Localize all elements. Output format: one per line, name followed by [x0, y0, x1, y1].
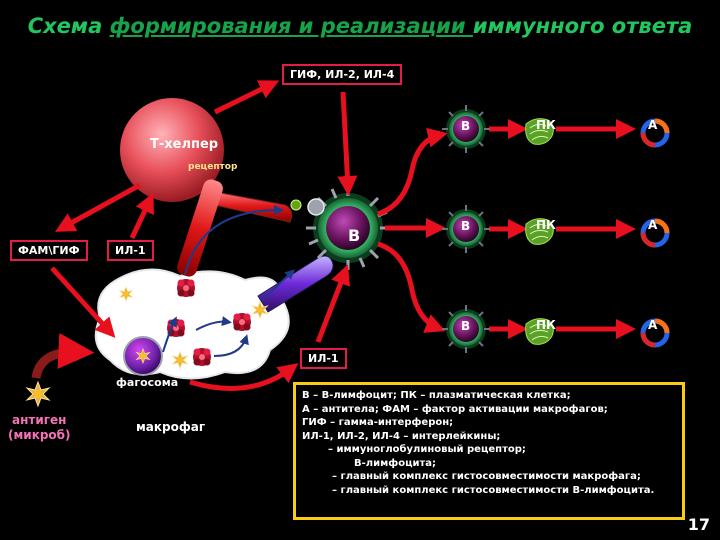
antigen-entry-arrow [36, 352, 80, 378]
arrow-b-to-b3 [378, 244, 438, 328]
pk-1-label: ПК [536, 118, 556, 132]
fam-gif-box: ФАМ\ГИФ [10, 240, 88, 261]
b-cell-3-label: В [461, 319, 471, 333]
cytokines-box: ГИФ, ИЛ-2, ИЛ-4 [282, 64, 402, 85]
arrow-cytokines-to-b [343, 92, 348, 188]
arrow-il1-to-th [132, 200, 150, 238]
b-cell-2-label: В [461, 219, 471, 233]
receptor-antigen-tip [291, 200, 301, 210]
legend-line-4: ИЛ-1, ИЛ-2, ИЛ-4 – интерлейкины; [302, 430, 501, 442]
antigen-label-2: (микроб) [8, 428, 71, 442]
legend-line-6: В-лимфоцита; [354, 457, 437, 469]
arrow-il1-to-b [318, 272, 345, 342]
pk-3-label: ПК [536, 318, 556, 332]
legend-line-1: В – В-лимфоцит; ПК – плазматическая клетка; [302, 390, 571, 401]
antibody-1-label: А [648, 118, 658, 132]
b-cell-main-label: В [348, 226, 361, 245]
page-title [0, 14, 720, 38]
il1-left-box: ИЛ-1 [107, 240, 154, 261]
legend-line-7: – главный комплекс гистосовместимости макрофага; [332, 471, 641, 482]
macrophage-label: макрофаг [136, 420, 206, 434]
b-cell-mhc-marker [308, 199, 324, 215]
antibody-2-label: А [648, 218, 658, 232]
arrow-th-to-cytokines [215, 84, 272, 112]
mhc-macrophage-1 [177, 279, 195, 297]
pk-2-label: ПК [536, 218, 556, 232]
legend-box [293, 382, 685, 520]
title-part3: иммунного ответа [472, 14, 693, 38]
t-helper-label: Т-хелпер [150, 137, 219, 152]
antigen-label-1: антиген [12, 413, 67, 427]
antigen-microbe-icon [27, 382, 49, 406]
page-number: 17 [687, 515, 710, 534]
antibody-3-label: А [648, 318, 658, 332]
title-part1: Схема [27, 14, 110, 38]
legend-line-5: – иммуноглобулиновый рецептор; [328, 444, 526, 455]
legend-line-8: – главный комплекс гистосовместимости В-лимфоцита. [332, 484, 655, 496]
phagosome-label: фагосома [116, 376, 179, 389]
legend-line-3: ГИФ – гамма-интерферон; [302, 417, 454, 428]
arrow-th-to-famgif [62, 185, 140, 228]
il1-bottom-box: ИЛ-1 [300, 348, 347, 369]
mhc-macrophage-4 [233, 313, 251, 331]
mhc-macrophage-3 [193, 348, 211, 366]
receptor-label: рецептор [188, 162, 238, 172]
b-cell-1-label: В [461, 119, 471, 133]
legend-line-2: А – антитела; ФАМ – фактор активации макрофагов; [302, 403, 608, 415]
arrow-b-to-b1 [378, 135, 440, 214]
title-part2: формирования и реализации [109, 14, 473, 38]
